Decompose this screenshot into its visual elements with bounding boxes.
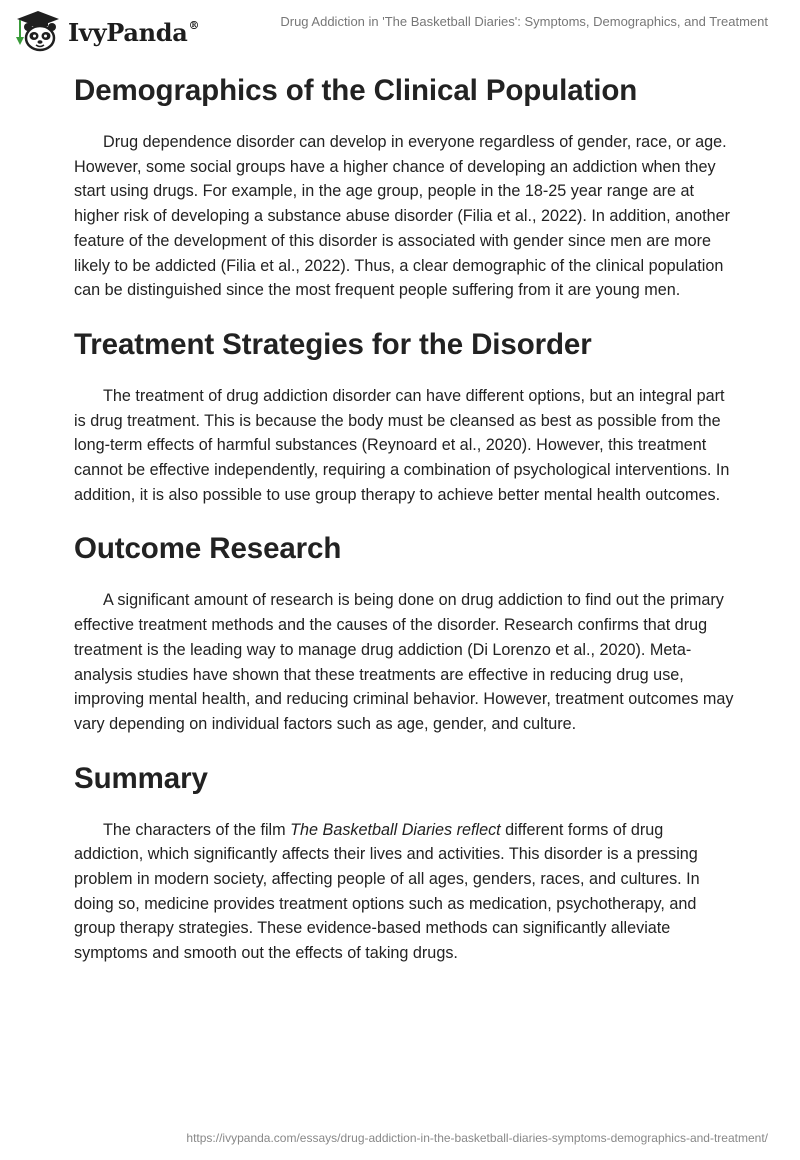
logo[interactable] (14, 8, 199, 54)
section-paragraph: The treatment of drug addiction disorder can have different options, but an integral part is drug treatment. This is because the body must be cleansed as best as possible from the long-term effects of harmful substances (Reynoard et al., 2020). However, this treatment cannot be effective independently, requiring a combination of psychological interventions. In addition, it is also possible to use group therapy to achieve better mental health outcomes. (74, 386, 730, 504)
section-heading: Demographics of the Clinical Population (74, 74, 638, 107)
section-heading: Treatment Strategies for the Disorder (74, 327, 592, 361)
essay-content (74, 66, 734, 983)
document-title: Drug Addiction in 'The Basketball Diaries': Symptoms, Demographics, and Treatment (280, 14, 768, 29)
section-summary (74, 754, 734, 966)
section-treatment-strategies (74, 320, 734, 508)
registered-mark: ® (188, 18, 200, 32)
section-paragraph (74, 818, 734, 966)
section-paragraph: A significant amount of research is being done on drug addiction to find out the primary effective treatment methods and the causes of the disorder. Research confirms that drug treatment is the leading way to manage drug addiction (Di Lorenzo et al., 2020). Meta-analysis studies have shown that these treatments are effective in reducing drug use, improving mental health, and reducing criminal behavior. However, treatment outcomes may vary depending on individual factors such as age, gender, and culture. (74, 591, 734, 733)
page-header (0, 0, 800, 62)
summary-text-before: The characters of the film (103, 820, 291, 839)
logo-wordmark (68, 18, 199, 47)
section-demographics (74, 66, 734, 303)
summary-text-after: different forms of drug addiction, which significantly affects their lives and activities. This disorder is a pressing problem in modern society, affecting people of all ages, genders, races, and cultures. In doing so, medicine provides treatment options such as medication, psychotherapy, and group therapy strategies. These evidence-based methods can significantly alleviate symptoms and smooth out the effects of taking drugs. (74, 820, 700, 963)
panda-graduate-icon (14, 9, 62, 53)
section-heading: Summary (74, 761, 208, 795)
source-url[interactable]: https://ivypanda.com/essays/drug-addiction-in-the-basketball-diaries-symptoms-demographics-and-treatment/ (186, 1131, 768, 1145)
section-outcome-research (74, 524, 734, 736)
film-title: The Basketball Diaries reflect (290, 820, 501, 839)
section-paragraph: Drug dependence disorder can develop in everyone regardless of gender, race, or age. However, some social groups have a higher chance of developing an addiction when they start using drugs. For example, in the age group, people in the 18-25 year range are at higher risk of developing a substance abuse disorder (Filia et al., 2022). In addition, another feature of the development of this disorder is associated with gender since men are more likely to be addicted (Filia et al., 2022). Thus, a clear demographic of the clinical population can be distinguished since the most frequent people suffering from it are young men. (74, 133, 730, 300)
logo-text: IvyPanda (68, 17, 188, 47)
section-heading: Outcome Research (74, 532, 342, 566)
